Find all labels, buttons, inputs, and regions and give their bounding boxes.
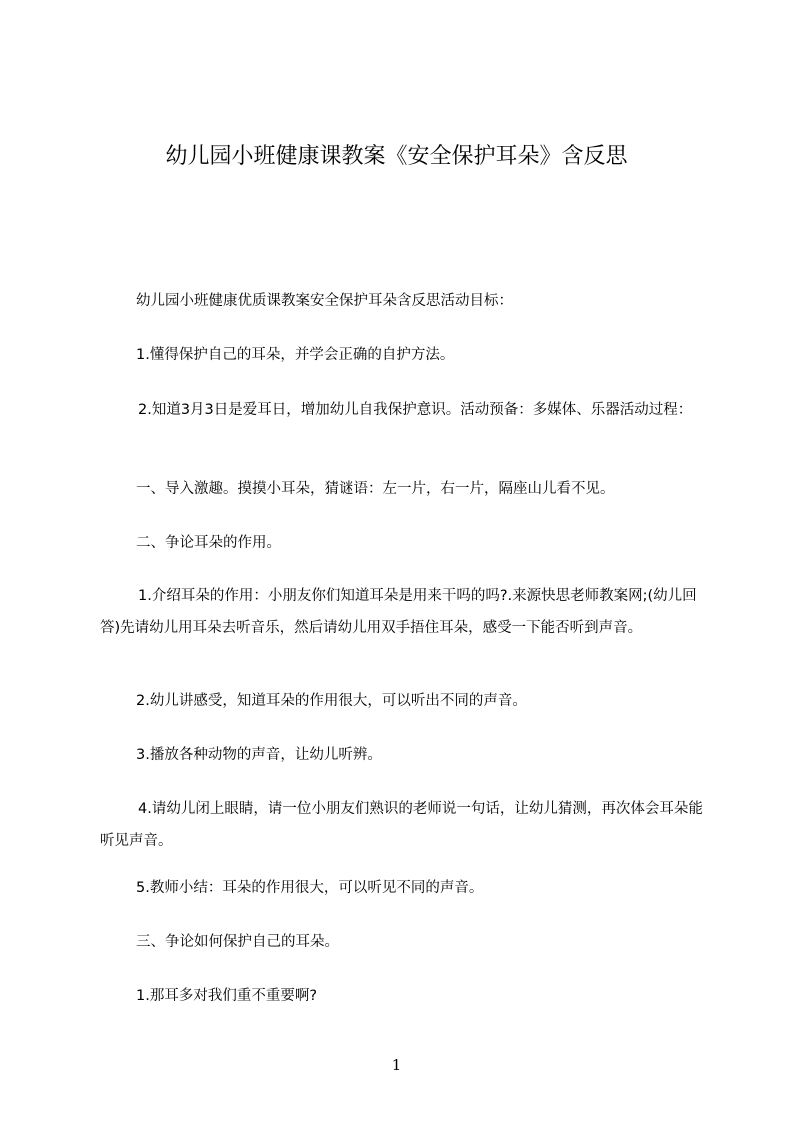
paragraph-section-2: 二、争论耳朵的作用。 xyxy=(136,535,281,551)
paragraph-step-5: 5.教师小结：耳朵的作用很大，可以听见不同的声音。 xyxy=(136,880,484,896)
paragraph-question-1: 1.那耳多对我们重不重要啊? xyxy=(136,988,318,1004)
paragraph-step-1: 1.介绍耳朵的作用：小朋友你们知道耳朵是用来干吗的吗?.来源快思老师教案网;(幼儿回答)先请幼儿用耳朵去听音乐，然后请幼儿用双手捂住耳朵，感受一下能否听到声音。 xyxy=(100,588,697,636)
paragraph-intro: 幼儿园小班健康优质课教案安全保护耳朵含反思活动目标： xyxy=(136,293,513,309)
paragraph-goal-1: 1.懂得保护自己的耳朵，并学会正确的自护方法。 xyxy=(136,347,455,363)
paragraph-goal-2: 2.知道3月3日是爱耳日，增加幼儿自我保护意识。活动预备：多媒体、乐器活动过程： xyxy=(138,402,693,418)
page-number: 1 xyxy=(391,1056,402,1074)
paragraph-section-1: 一、导入激趣。摸摸小耳朵，猜谜语：左一片，右一片，隔座山儿看不见。 xyxy=(136,481,615,497)
document-title: 幼儿园小班健康课教案《安全保护耳朵》含反思 xyxy=(165,144,628,169)
paragraph-step-2: 2.幼儿讲感受，知道耳朵的作用很大，可以听出不同的声音。 xyxy=(136,693,527,709)
paragraph-step-4: 4.请幼儿闭上眼睛，请一位小朋友们熟识的老师说一句话，让幼儿猜测，再次体会耳朵能听见声音。 xyxy=(100,801,703,849)
paragraph-section-3: 三、争论如何保护自己的耳朵。 xyxy=(136,934,339,950)
paragraph-step-3: 3.播放各种动物的声音，让幼儿听辨。 xyxy=(136,747,382,763)
